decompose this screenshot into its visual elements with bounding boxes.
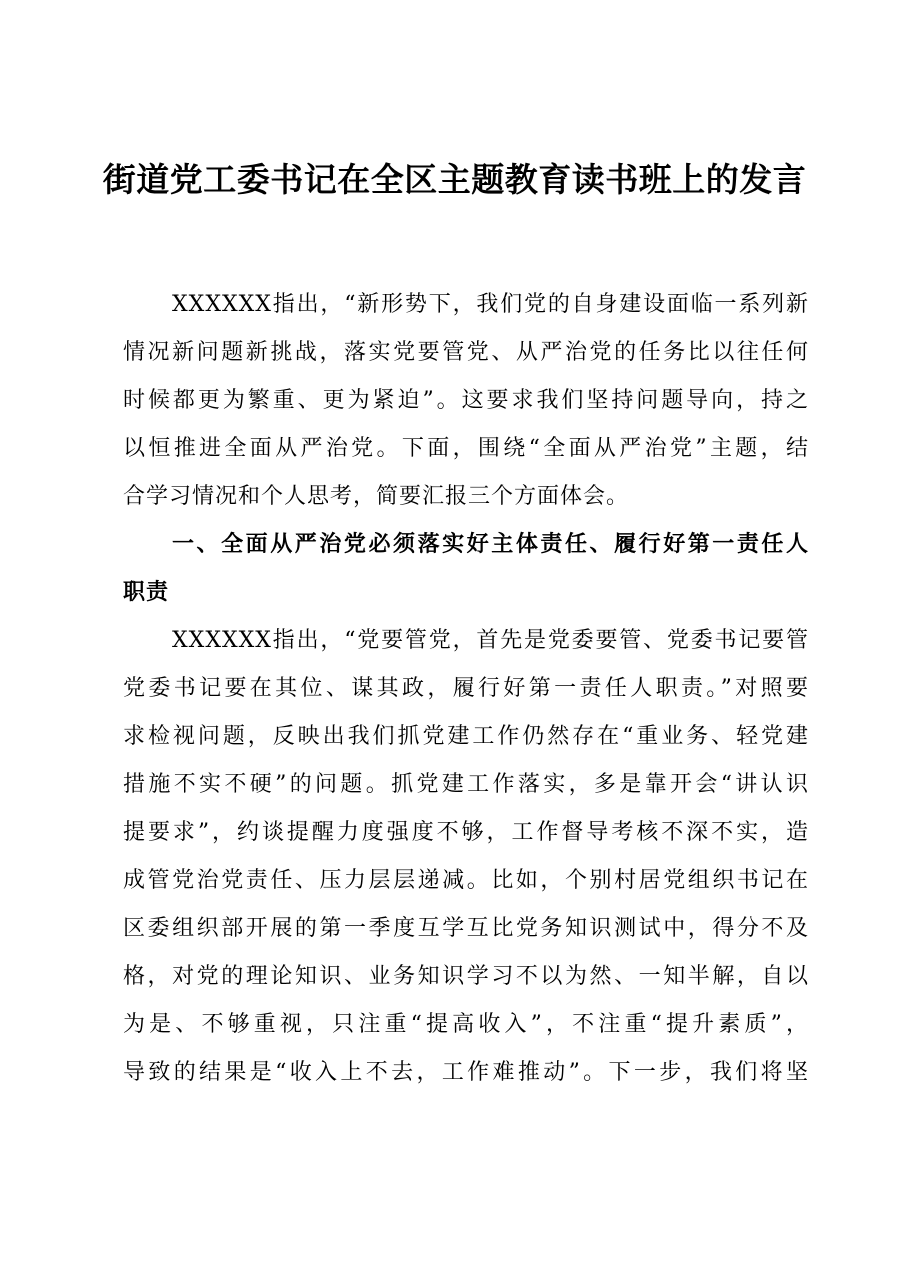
text-line: 导致的结果是“收入上不去，工作难推动”。下一步，我们将坚 — [123, 1060, 809, 1085]
text-line: XXXXXX指出，“新形势下，我们党的自身建设面临一系列新 — [172, 292, 809, 317]
document-title: 街道党工委书记在全区主题教育读书班上的发言 — [102, 160, 807, 199]
text-line: 为是、不够重视，只注重“提高收入”，不注重“提升素质”， — [123, 1012, 809, 1037]
text-line: 党委书记要在其位、谋其政，履行好第一责任人职责。”对照要 — [123, 676, 809, 701]
text-line: 提要求”，约谈提醒力度强度不够，工作督导考核不深不实，造 — [123, 820, 809, 845]
text-line: 格，对党的理论知识、业务知识学习不以为然、一知半解，自以 — [123, 964, 809, 989]
text-line: 求检视问题，反映出我们抓党建工作仍然存在“重业务、轻党建 — [123, 724, 809, 749]
text-line: 区委组织部开展的第一季度互学互比党务知识测试中，得分不及 — [123, 916, 809, 941]
text-line: 合学习情况和个人思考，简要汇报三个方面体会。 — [123, 484, 630, 509]
text-line: XXXXXX指出，“党要管党，首先是党委要管、党委书记要管 — [172, 628, 809, 653]
text-line: 成管党治党责任、压力层层递减。比如，个别村居党组织书记在 — [123, 868, 809, 893]
text-line: 措施不实不硬”的问题。抓党建工作落实，多是靠开会“讲认识 — [123, 772, 809, 797]
text-line: 以恒推进全面从严治党。下面，围绕“全面从严治党”主题，结 — [123, 436, 809, 461]
section-heading-line: 一、全面从严治党必须落实好主体责任、履行好第一责任人 — [172, 532, 809, 557]
text-line: 时候都更为繁重、更为紧迫”。这要求我们坚持问题导向，持之 — [123, 388, 809, 413]
section-heading-line: 职责 — [123, 580, 170, 605]
document-body — [123, 281, 809, 1097]
text-line: 情况新问题新挑战，落实党要管党、从严治党的任务比以往任何 — [123, 340, 809, 365]
